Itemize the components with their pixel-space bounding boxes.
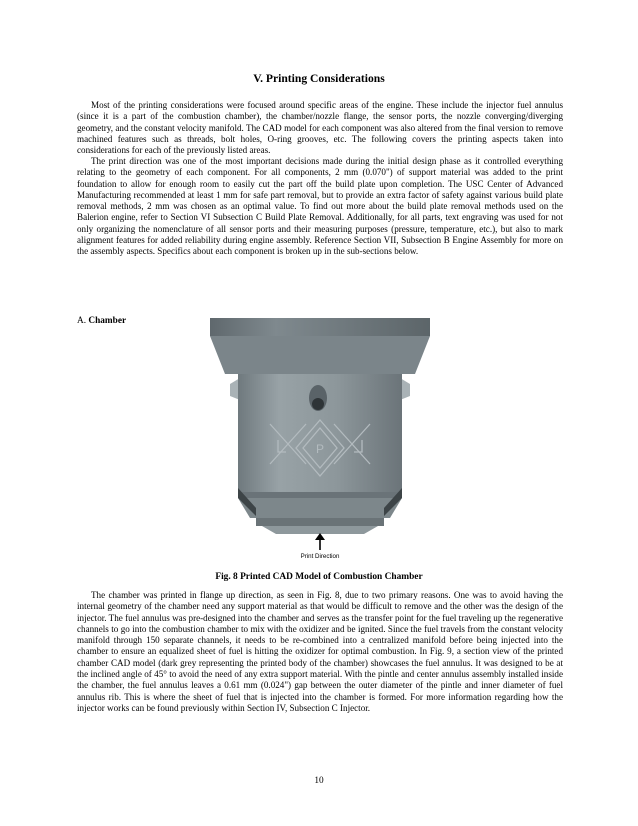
subsection-heading	[77, 316, 126, 326]
paragraph-intro: Most of the printing considerations were focused around specific areas of the engine. These include the injector fuel annulus (since it is a part of the combustion chamber), the chamber/nozzle flange, the sensor ports, the nozzle converging/diverging geometry, and the constant velocity manifold. The CAD model for each component was also altered from the final version to remove machined features such as threads, bolt holes, O-ring grooves, etc. The following covers the printing aspects taken into considerations for each of the previously listed areas.	[77, 100, 563, 156]
paragraph-print-direction: The print direction was one of the most important decisions made during the initial design phase as it controlled everything relating to the geometry of each component. For all components, 2 mm (0.070") of support material was added to the print foundation to allow for enough room to easily cut the part off the build plate upon completion. The USC Center of Advanced Manufacturing recommended at least 1 mm for safe part removal, but to provide an extra factor of safety against various build plate removal methods, 2 mm was chosen as an optimal value. To find out more about the build plate removal methods used on the Balerion engine, refer to Section VI Subsection C Build Plate Removal. Additionally, for all parts, text engraving was used for not only organizing the nomenclature of all sensor ports and their measuring purposes (pressure, temperature, etc.), but also to mark alignment features for added reliability during engine assembly. Reference Section VII, Subsection B Engine Assembly for more on the assembly aspects. Specifics about each component is broken up in the sub-sections below.	[77, 156, 563, 257]
flange-taper	[210, 336, 430, 374]
sensor-port-hole	[312, 398, 324, 410]
nozzle-upper	[238, 498, 402, 518]
flange-top-band	[210, 318, 430, 336]
page-number: 10	[314, 776, 324, 786]
nozzle-lower	[262, 526, 378, 534]
paragraph-chamber: The chamber was printed in flange up direction, as seen in Fig. 8, due to two primary reasons. One was to avoid having the internal geometry of the chamber need any support material as that would be difficult to remove and the other was the design of the injector. The fuel annulus was pre-designed into the chamber and serves as the transfer point for the fuel traveling up the regenerative channels to go into the combustion chamber to mix with the oxidizer and be ignited. Since the fuel travels from the constant velocity manifold through 150 separate channels, it needs to be re-combined into a centralized manifold before being injected into the chamber to ensure an equalized sheet of fuel is hitting the oxidizer for optimal combustion. In Fig. 9, a section view of the printed chamber CAD model (dark grey representing the printed body of the chamber) showcases the fuel annulus. It was designed to be at the inclined angle of 45° to avoid the need of any extra support material. With the pintle and center annulus assembly installed inside the chamber, the fuel annulus leaves a 0.61 mm (0.024") gap between the outer diameter of the pintle and inner diameter of fuel annulus rib. This is where the sheet of fuel that is injected into the chamber is formed. For more information regarding how the injector works can be found previously within Section IV, Subsection C Injector.	[77, 590, 563, 713]
section-title: V. Printing Considerations	[253, 72, 385, 85]
engraving-label: P	[315, 442, 325, 456]
chamber-figure	[200, 312, 440, 564]
subsection-title: Chamber	[88, 316, 127, 326]
print-direction-label: Print Direction	[300, 553, 340, 560]
figure-caption: Fig. 8 Printed CAD Model of Combustion Chamber	[215, 572, 423, 582]
body-lower-edge	[238, 492, 402, 498]
arrow-head	[315, 533, 325, 540]
subsection-letter: A.	[77, 316, 87, 326]
nozzle-ring	[256, 518, 384, 526]
chamber-cad-model	[200, 312, 440, 564]
